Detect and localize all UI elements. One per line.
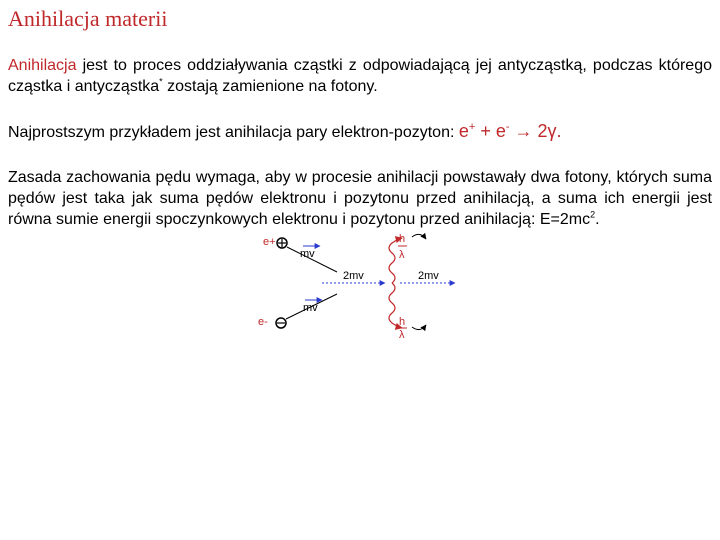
definition-text-b: zostają zamienione na fotony. <box>162 78 378 95</box>
conservation-end: . <box>595 211 600 228</box>
positron-label: e+ <box>263 236 276 248</box>
photon-top-direction <box>412 234 426 239</box>
electron-label: e- <box>258 316 268 328</box>
h-bottom-label: h <box>399 316 406 328</box>
mv-top-label: mv <box>300 248 315 260</box>
footnote-mark: * <box>159 76 163 87</box>
example-text: Najprostszym przykładem jest anihilacja pary elektron-pozyton: <box>8 124 459 141</box>
eq-electron-charge: - <box>505 121 510 133</box>
eq-plus: + <box>475 121 496 141</box>
h-top-label: h <box>399 233 406 245</box>
lambda-top-label: λ <box>399 249 405 261</box>
two-mv-left-label: 2mv <box>343 270 364 282</box>
conservation-exponent: 2 <box>590 209 596 220</box>
eq-positron: e <box>458 121 469 141</box>
lambda-bottom-label: λ <box>399 329 405 341</box>
photon-bottom-direction <box>412 325 426 330</box>
definition-term: Anihilacja <box>8 57 77 74</box>
eq-result: → 2γ. <box>509 121 562 141</box>
eq-positron-charge: + <box>468 121 476 133</box>
mv-bottom-label: mv <box>303 302 318 314</box>
page-title: Anihilacja materii <box>8 6 168 31</box>
eq-electron: e <box>495 121 506 141</box>
two-mv-right-label: 2mv <box>418 270 439 282</box>
conservation-text: Zasada zachowania pędu wymaga, aby w procesie anihilacji powstawały dwa fotony, których suma pędów jest taka jak suma pędów elektronu i pozytonu przed anihilacją, a suma ich energii jest równa sumie energii spoczynkowych elektronu i pozytonu przed anihilacją: E=2mc <box>8 169 712 228</box>
definition-text-a: jest to proces oddziaływania cząstki z odpowiadającą jej antycząstką, podczas którego cząstka i antycząstka <box>8 57 712 95</box>
